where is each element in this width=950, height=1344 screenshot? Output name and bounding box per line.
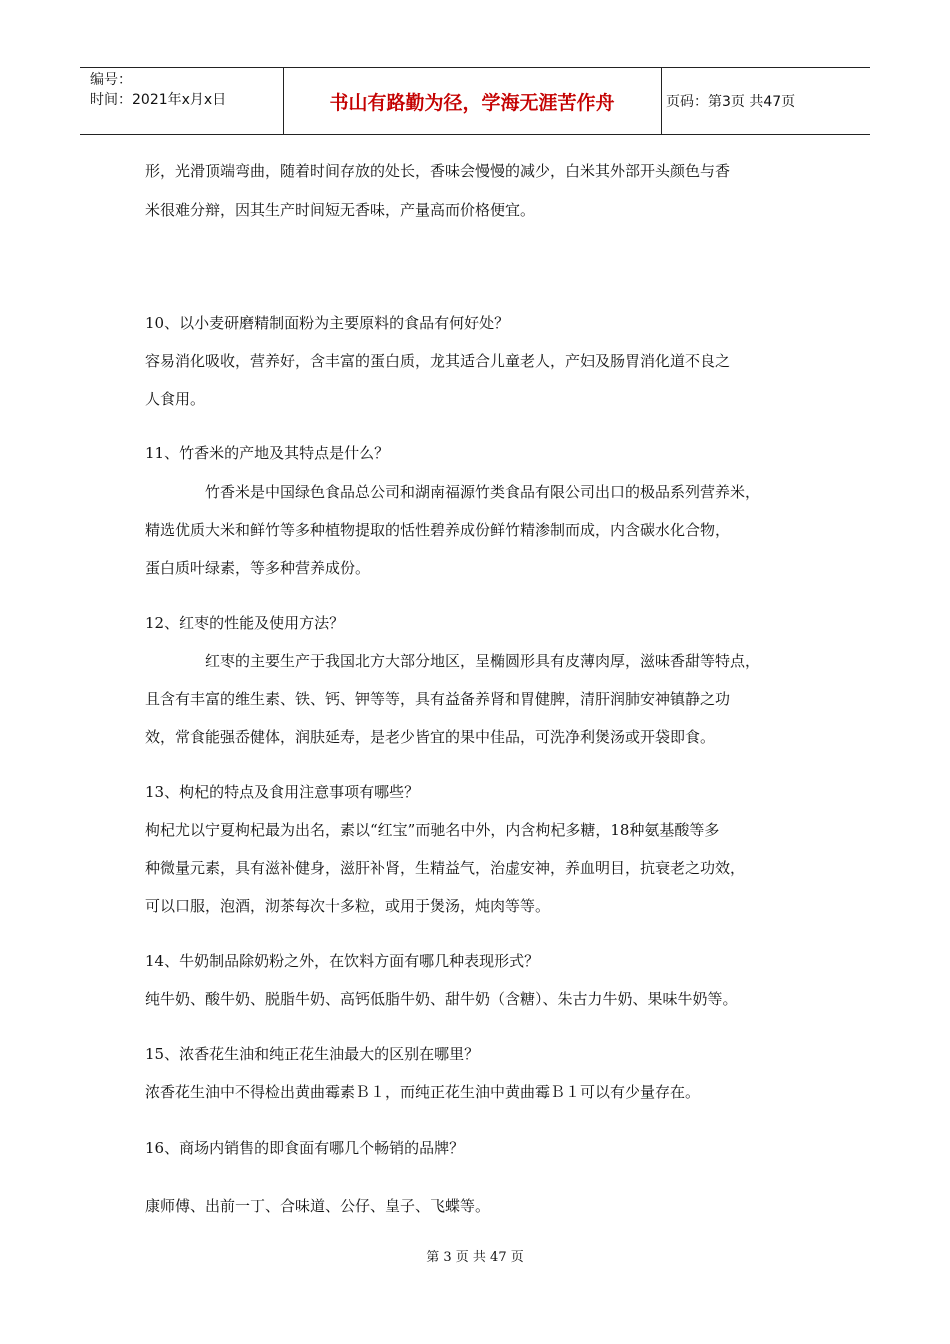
date-label: 时间：2021年x月x日: [90, 92, 227, 108]
text-line: 竹香米是中国绿色食品总公司和湖南福源竹类食品有限公司出口的极品系列营养米，: [205, 483, 761, 501]
text-line: 16、商场内销售的即食面有哪几个畅销的品牌？: [145, 1139, 465, 1157]
text-line: 10、以小麦研磨精制面粉为主要原料的食品有何好处？: [145, 314, 510, 332]
header-meta: [90, 70, 290, 110]
serial-label: 编号：: [90, 72, 132, 88]
page-footer: 第 3 页 共 47 页: [426, 1250, 524, 1265]
text-line: 康师傅、出前一丁、合味道、公仔、皇子、飞蝶等。: [145, 1197, 491, 1215]
text-line: 人食用。: [145, 390, 206, 408]
text-line: 11、竹香米的产地及其特点是什么？: [145, 444, 390, 462]
text-line: 15、浓香花生油和纯正花生油最大的区别在哪里？: [145, 1045, 480, 1063]
header-page-label: 页码：第3页 共47页: [666, 94, 796, 110]
text-line: 精选优质大米和鲜竹等多种植物提取的恬性碧养成份鲜竹精渗制而成，内含碳水化合物，: [145, 521, 731, 539]
text-line: 形，光滑顶端弯曲，随着时间存放的处长，香味会慢慢的减少，白米其外部开头颜色与香: [145, 162, 731, 180]
text-line: 可以口服，泡酒，沏茶每次十多粒，或用于煲汤，炖肉等等。: [145, 897, 551, 915]
header-motto: 书山有路勤为径，学海无涯苦作舟: [329, 91, 615, 114]
page-header: [80, 67, 870, 135]
text-line: 种微量元素，具有滋补健身，滋肝补肾，生精益气，治虚安神，养血明目，抗衰老之功效，: [145, 859, 746, 877]
text-line: 13、枸杞的特点及食用注意事项有哪些？: [145, 783, 420, 801]
text-line: 效，常食能强岙健体，润肤延寿，是老少皆宜的果中佳品，可洗净利煲汤或开袋即食。: [145, 728, 716, 746]
text-line: 且含有丰富的维生素、铁、钙、钾等等，具有益备养肾和胃健脾，清肝润肺安神镇静之功: [145, 690, 731, 708]
text-line: 红枣的主要生产于我国北方大部分地区，呈椭圆形具有皮薄肉厚，滋味香甜等特点，: [205, 652, 761, 670]
text-line: 浓香花生油中不得检出黄曲霉素Ｂ１，而纯正花生油中黄曲霉Ｂ１可以有少量存在。: [145, 1083, 701, 1101]
text-line: 容易消化吸收，营养好，含丰富的蛋白质，龙其适合儿童老人，产妇及肠胃消化道不良之: [145, 352, 731, 370]
text-line: 枸杞尤以宁夏枸杞最为出名，素以“红宝”而驰名中外，内含枸杞多糖，18种氨基酸等多: [145, 821, 720, 839]
text-line: 米很难分辩，因其生产时间短无香味，产量高而价格便宜。: [145, 201, 536, 219]
text-line: 12、红枣的性能及使用方法？: [145, 614, 345, 632]
header-divider-right: [661, 67, 662, 135]
text-line: 纯牛奶、酸牛奶、脱脂牛奶、高钙低脂牛奶、甜牛奶（含糖）、朱古力牛奶、果味牛奶等。: [145, 990, 738, 1008]
text-line: 蛋白质叶绿素，等多种营养成份。: [145, 559, 371, 577]
text-line: 14、牛奶制品除奶粉之外，在饮料方面有哪几种表现形式？: [145, 952, 540, 970]
